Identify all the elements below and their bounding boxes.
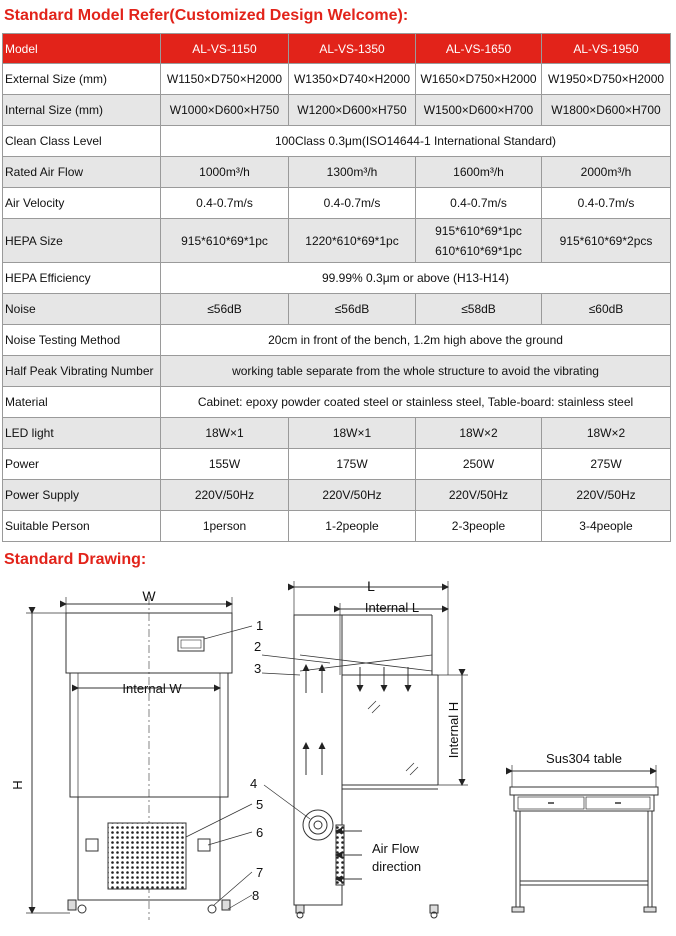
table-cell: W1500×D600×H700 — [416, 95, 542, 126]
label-internal-l: Internal L — [364, 600, 420, 615]
callout-4: 4 — [250, 776, 258, 791]
table-row — [3, 418, 671, 449]
sus304-table-drawing — [510, 765, 658, 912]
table-cell: 915*610*69*2pcs — [542, 219, 671, 263]
row-label: LED light — [3, 418, 161, 449]
table-row — [3, 157, 671, 188]
row-label: Rated Air Flow — [3, 157, 161, 188]
table-cell: 18W×2 — [542, 418, 671, 449]
label-air-flow: Air Flow — [372, 841, 419, 856]
table-cell: 2000m³/h — [542, 157, 671, 188]
table-cell: W1200×D600×H750 — [289, 95, 416, 126]
header-cell: AL-VS-1650 — [416, 34, 542, 64]
callout-1: 1 — [256, 618, 264, 633]
row-label: Power Supply — [3, 480, 161, 511]
table-row — [3, 219, 671, 263]
table-cell: 275W — [542, 449, 671, 480]
header-cell: AL-VS-1950 — [542, 34, 671, 64]
table-cell: ≤58dB — [416, 294, 542, 325]
callout-8: 8 — [252, 888, 260, 903]
label-air-flow-direction: direction — [372, 859, 422, 874]
table-cell — [416, 219, 542, 263]
table-cell: 220V/50Hz — [542, 480, 671, 511]
spec-heading: Standard Model Refer(Customized Design Welcome): — [4, 7, 409, 24]
label-internal-w: Internal W — [122, 681, 182, 696]
table-cell: W1650×D750×H2000 — [416, 64, 542, 95]
row-label: Noise Testing Method — [3, 325, 161, 356]
table-cell: 155W — [161, 449, 289, 480]
row-label: Clean Class Level — [3, 126, 161, 157]
table-row — [3, 64, 671, 95]
callout-3: 3 — [254, 661, 262, 676]
table-cell: 2-3people — [416, 511, 542, 542]
table-cell: 175W — [289, 449, 416, 480]
table-cell: 0.4-0.7m/s — [289, 188, 416, 219]
table-cell: W1150×D750×H2000 — [161, 64, 289, 95]
drawing-heading: Standard Drawing: — [4, 551, 147, 568]
header-cell: AL-VS-1150 — [161, 34, 289, 64]
row-label: Power — [3, 449, 161, 480]
table-row — [3, 325, 671, 356]
merged-cell: 99.99% 0.3μm or above (H13-H14) — [161, 263, 671, 294]
table-cell: 18W×1 — [289, 418, 416, 449]
table-row — [3, 387, 671, 418]
table-row — [3, 511, 671, 542]
technical-drawing — [0, 575, 676, 936]
table-row — [3, 449, 671, 480]
label-sus304-table: Sus304 table — [546, 751, 622, 766]
header-cell: Model — [3, 34, 161, 64]
table-cell: 3-4people — [542, 511, 671, 542]
table-row — [3, 263, 671, 294]
label-h: H — [10, 780, 25, 790]
row-label: Noise — [3, 294, 161, 325]
header-cell: AL-VS-1350 — [289, 34, 416, 64]
table-cell: 250W — [416, 449, 542, 480]
callout-6: 6 — [256, 825, 264, 840]
row-label: Air Velocity — [3, 188, 161, 219]
row-label: Suitable Person — [3, 511, 161, 542]
table-cell: ≤60dB — [542, 294, 671, 325]
merged-cell: 100Class 0.3μm(ISO14644-1 International Standard) — [161, 126, 671, 157]
table-cell: 220V/50Hz — [416, 480, 542, 511]
row-label: Internal Size (mm) — [3, 95, 161, 126]
row-label: HEPA Efficiency — [3, 263, 161, 294]
table-cell: 220V/50Hz — [289, 480, 416, 511]
table-cell: W1800×D600×H700 — [542, 95, 671, 126]
table-cell: W1950×D750×H2000 — [542, 64, 671, 95]
table-cell: 1-2people — [289, 511, 416, 542]
table-cell: W1000×D600×H750 — [161, 95, 289, 126]
table-row — [3, 480, 671, 511]
row-label: External Size (mm) — [3, 64, 161, 95]
table-cell: 1000m³/h — [161, 157, 289, 188]
spec-table — [2, 33, 671, 542]
label-l: L — [367, 578, 375, 594]
table-cell: 1220*610*69*1pc — [289, 219, 416, 263]
table-cell: 18W×1 — [161, 418, 289, 449]
table-header-row — [3, 34, 671, 64]
table-cell: ≤56dB — [289, 294, 416, 325]
row-label: Half Peak Vibrating Number — [3, 356, 161, 387]
table-row — [3, 95, 671, 126]
front-view — [26, 597, 252, 920]
table-cell: 220V/50Hz — [161, 480, 289, 511]
table-row — [3, 188, 671, 219]
table-cell: 1300m³/h — [289, 157, 416, 188]
table-cell: 1600m³/h — [416, 157, 542, 188]
hepa-size-line-2: 610*610*69*1pc — [435, 243, 522, 258]
callout-2: 2 — [254, 639, 262, 654]
row-label: HEPA Size — [3, 219, 161, 263]
table-row — [3, 294, 671, 325]
merged-cell: working table separate from the whole structure to avoid the vibrating — [161, 356, 671, 387]
callout-7: 7 — [256, 865, 264, 880]
label-w: W — [142, 588, 156, 604]
merged-cell: 20cm in front of the bench, 1.2m high above the ground — [161, 325, 671, 356]
table-cell: 1person — [161, 511, 289, 542]
table-row — [3, 126, 671, 157]
table-cell: ≤56dB — [161, 294, 289, 325]
table-cell: 0.4-0.7m/s — [416, 188, 542, 219]
table-cell: 915*610*69*1pc — [161, 219, 289, 263]
hepa-size-line-1: 915*610*69*1pc — [435, 223, 522, 238]
table-cell: W1350×D740×H2000 — [289, 64, 416, 95]
table-cell: 0.4-0.7m/s — [542, 188, 671, 219]
table-cell: 0.4-0.7m/s — [161, 188, 289, 219]
side-view — [262, 581, 468, 918]
merged-cell: Cabinet: epoxy powder coated steel or stainless steel, Table-board: stainless steel — [161, 387, 671, 418]
row-label: Material — [3, 387, 161, 418]
callout-5: 5 — [256, 797, 264, 812]
label-internal-h: Internal H — [446, 701, 461, 759]
table-cell: 18W×2 — [416, 418, 542, 449]
table-row — [3, 356, 671, 387]
